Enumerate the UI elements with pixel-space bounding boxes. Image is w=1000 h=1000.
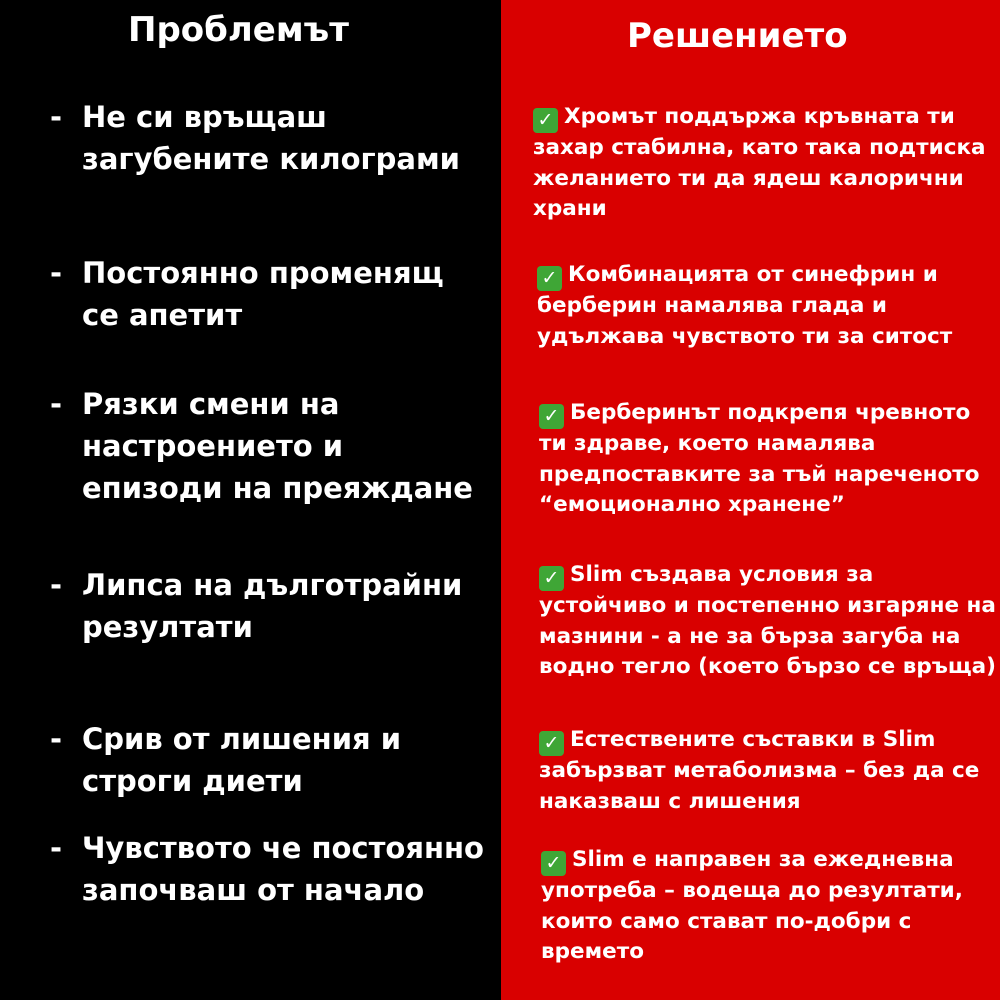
problem-item [50,564,490,648]
solution-item [541,845,1000,968]
problem-text: Не си връщаш загубените килограми [82,100,460,176]
solution-item [539,560,999,683]
solution-text: Slim е направен за ежедневна употреба – водеща до резултати, които само стават по-добри с времето [541,847,963,964]
check-mark-icon: ✓ [541,851,566,876]
problem-item [50,252,490,336]
problem-item [50,718,490,802]
solution-heading: Решението [627,16,848,56]
solution-item [539,398,999,521]
problem-text: Срив от лишения и строги диети [82,722,402,798]
solution-text: Slim създава условия за устойчиво и постепенно изгаряне на мазнини - а не за бърза загуба на водно тегло (което бързо се връща) [539,562,996,679]
solution-text: Берберинът подкрепя чревното ти здраве, което намалява предпоставките за тъй нареченото “емоционално хранене” [539,400,980,517]
dash-marker: - [50,831,63,865]
dash-marker: - [50,568,63,602]
check-mark-icon: ✓ [539,566,564,591]
solution-text: Хромът поддържа кръвната ти захар стабилна, като така подтиска желанието ти да ядеш калорични храни [533,104,986,221]
solution-text: Комбинацията от синефрин и берберин намалява глада и удължава чувството ти за ситост [537,262,953,349]
check-mark-icon: ✓ [539,404,564,429]
problem-text: Постоянно променящ се апетит [82,256,444,332]
solution-column [501,0,1000,1000]
dash-marker: - [50,100,63,134]
problem-item [50,96,490,180]
problem-item [50,827,490,911]
solution-text: Естествените съставки в Slim забързват метаболизма – без да се наказваш с лишения [539,727,980,814]
dash-marker: - [50,722,63,756]
solution-item [533,102,993,225]
problem-text: Липса на дълготрайни резултати [82,568,463,644]
problem-heading: Проблемът [128,10,349,50]
check-mark-icon: ✓ [537,266,562,291]
dash-marker: - [50,387,63,421]
check-mark-icon: ✓ [533,108,558,133]
solution-item [537,260,997,352]
problem-text: Рязки смени на настроението и епизоди на преяждане [82,387,473,505]
check-mark-icon: ✓ [539,731,564,756]
problem-item [50,383,490,509]
dash-marker: - [50,256,63,290]
solution-item [539,725,999,817]
problem-text: Чувството че постоянно започваш от начало [82,831,484,907]
